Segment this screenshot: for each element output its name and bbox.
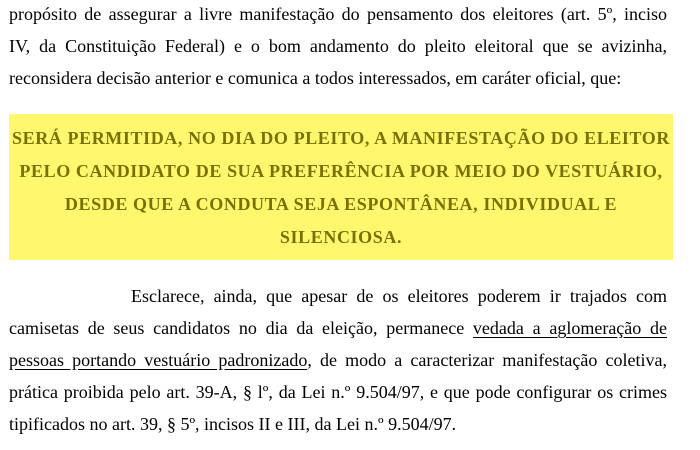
text-line: IV, da Constituição Federal) e o bom andamento do pleito eleitoral que se avizinha, [9, 36, 667, 56]
notice-line: DESDE QUE A CONDUTA SEJA ESPONTÂNEA, INDIVIDUAL E [64, 194, 618, 214]
underlined-text: vedada a aglomeração de [472, 318, 668, 338]
clarification-paragraph [9, 280, 667, 440]
intro-paragraph [9, 0, 667, 94]
text-line: Esclarece, ainda, que apesar de os eleitores poderem ir trajados com [131, 286, 667, 306]
notice-line: SERÁ PERMITIDA, NO DIA DO PLEITO, A MANIFESTAÇÃO DO ELEITOR [11, 128, 670, 148]
text-line: tipificados no art. 39, § 5º, incisos II e III, da Lei n.º 9.504/97. [9, 414, 457, 434]
notice-line: SILENCIOSA. [279, 227, 403, 247]
text-segment: , de modo a caracterizar manifestação coletiva, [307, 350, 667, 370]
text-line: reconsidera decisão anterior e comunica a todos interessados, em caráter oficial, que: [9, 68, 622, 88]
underlined-text: pessoas portando vestuário padronizado [9, 350, 308, 370]
text-line [9, 344, 667, 376]
highlighted-notice [9, 122, 673, 254]
text-line [9, 312, 667, 344]
text-line: propósito de assegurar a livre manifestação do pensamento dos eleitores (art. 5º, inciso [9, 4, 667, 24]
text-line: prática proibida pelo art. 39-A, § lº, da Lei n.º 9.504/97, e que pode configurar os crimes [9, 382, 667, 402]
text-segment: camisetas de seus candidatos no dia da eleição, permanece [9, 318, 473, 338]
notice-line: PELO CANDIDATO DE SUA PREFERÊNCIA POR MEIO DO VESTUÁRIO, [19, 161, 663, 181]
